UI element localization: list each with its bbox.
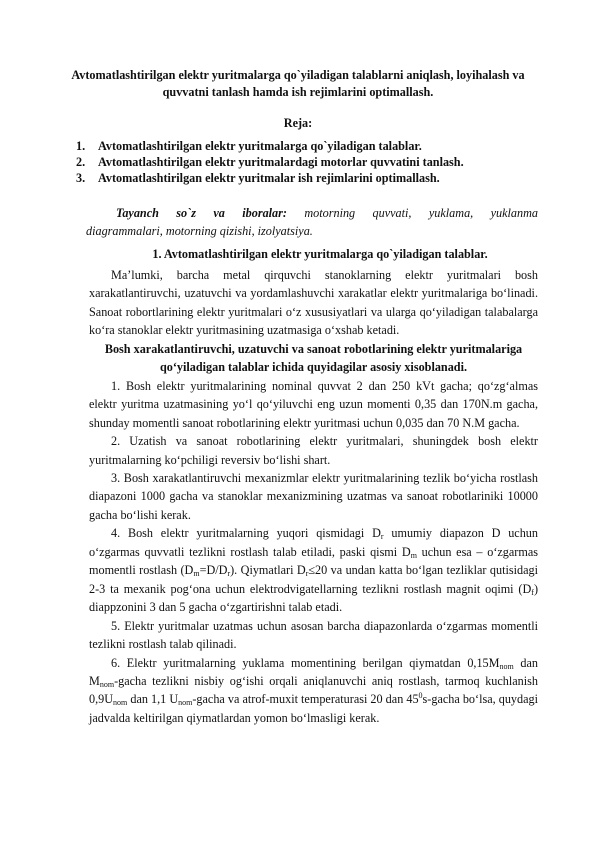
keywords-text-2: diagrammalari, motorning qizishi, izolyatsiya. <box>86 224 313 238</box>
subscript: nom <box>113 698 128 708</box>
subscript: f <box>531 587 534 597</box>
text-run: dan M <box>89 655 538 688</box>
section-1-heading: 1. Avtomatlashtirilgan elektr yuritmalarga qo`yiladigan talablar. <box>152 247 488 261</box>
text-run: ≤20 va undan katta bo‘lgan tezliklar qutisidagi 2-3 ta mexanik pog‘ona uchun elektrodvigatellarning tezlikni rostlash magnit oqimi (D <box>89 563 538 596</box>
plan-item-number: 2. <box>76 155 86 169</box>
requirement-item-6 <box>89 654 538 728</box>
subscript: nom <box>99 679 115 689</box>
text-run: -gacha va atrof-muxit temperaturasi 20 dan 45 <box>192 692 419 707</box>
requirement-item-5: 5. Elektr yuritmalar uzatmas uchun asosan barcha diapazonlarda o‘zgarmas momentli tezlikni rostlash talab qilinadi. <box>89 618 538 652</box>
text-run: 6. Elektr yuritmalarning yuklama momentining berilgan qiymatdan 0,15M <box>111 655 500 670</box>
plan-item-text: Avtomatlashtirilgan elektr yuritmalar ish rejimlarini optimallash. <box>98 171 440 185</box>
plan-list <box>76 138 464 186</box>
requirement-item-1: 1. Bosh elektr yuritmalarining nominal quvvat 2 dan 250 kVt gacha; qo‘zg‘almas elektr yuritma uzatmasining yo‘l qo‘yiluvchi eng uzun momenti 0,35 dan 170N.m gacha, shunday momentli sanoat robotlarining elektr yuritmasi uchun 0,035 dan 70 N.M gacha. <box>89 378 538 430</box>
text-run: umumiy diapazon D uchun o‘zgarmas quvvatli tezlikni rostlash talab etiladi, paski qismi D <box>89 526 538 559</box>
requirement-item-4 <box>89 524 538 616</box>
plan-item-text: Avtomatlashtirilgan elektr yuritmalardagi motorlar quvvatini tanlash. <box>98 155 464 169</box>
subscript: nom <box>499 661 514 671</box>
plan-heading: Reja: <box>283 116 313 130</box>
body-text <box>89 266 538 727</box>
subscript: r <box>380 532 384 542</box>
subscript: r <box>305 569 309 579</box>
document-title: Avtomatlashtirilgan elektr yuritmalarga qo`yiladigan talablarni aniqlash, loyihalash va quvvatni tanlash hamda ish rejimlarini optimallash. <box>71 68 525 99</box>
text-run: ) diappzonini 3 dan 5 gacha o‘zgartirishni talab etadi. <box>89 581 538 615</box>
superscript: 0 <box>418 691 423 701</box>
requirement-item-3: 3. Bosh xarakatlantiruvchi mexanizmlar elektr yuritmalarining tezlik bo‘yicha rostlash diapazoni 1000 gacha va stanoklar mexanizmining uzatmas va sanoat robotlariniki 10000 gacha bo‘lishi kerak. <box>89 470 538 522</box>
plan-item-number: 1. <box>76 139 86 153</box>
requirements-subheading: Bosh xarakatlantiruvchi, uzatuvchi va sanoat robotlarining elektr yuritmalariga qo‘yiladigan talablar ichida quyidagilar asosiy xisoblanadi. <box>104 341 523 375</box>
text-run: ). Qiymatlari D <box>230 563 306 578</box>
plan-item-text: Avtomatlashtirilgan elektr yuritmalarga qo`yiladigan talablar. <box>98 139 422 153</box>
subscript: nom <box>178 698 193 708</box>
text-run: dan 1,1 U <box>127 692 179 707</box>
subscript: r <box>227 569 231 579</box>
text-run: uchun esa – o‘zgarmas momentli rostlash (D <box>89 544 538 578</box>
plan-item <box>76 170 464 186</box>
keywords-text-1: motorning quvvati, yuklama, yuklanma <box>286 206 538 220</box>
text-run: s-gacha bo‘lsa, quydagi jadvalda keltirilgan qiymatlardan yomon bo‘lmasligi kerak. <box>89 692 538 725</box>
plan-item <box>76 154 464 170</box>
keywords-label: Tayanch so`z va iboralar: <box>116 206 287 220</box>
paragraph-intro: Ma’lumki, barcha metal qirquvchi stanoklarning elektr yuritmalari bosh xarakatlantiruvchi, uzatuvchi va yordamlashuvchi xarakatlar elektr yuritmalariga bo‘linadi. Sanoat robortlarining elektr yuritmalari o‘z xususiyatlari va ularga qo‘yiladigan talabalarga ko‘ra stanoklar elektr yuritmasining uzatmasiga o‘xshab ketadi. <box>89 268 538 338</box>
text-run: =D/D <box>199 563 228 578</box>
keywords-block <box>86 204 538 240</box>
text-run: 4. Bosh elektr yuritmalarning yuqori qismidagi D <box>111 526 381 541</box>
subscript: m <box>193 569 200 579</box>
plan-item <box>76 138 464 154</box>
text-run: -gacha tezlikni nisbiy og‘ishi orqali aniqlanuvchi aniq rostlash, tarmoq kuchlanish 0,9U <box>89 673 538 707</box>
requirement-item-2: 2. Uzatish va sanoat robotlarining elektr yuritmalari, shuningdek bosh elektr yuritmalarning ko‘pchiligi reversiv bo‘lishi shart. <box>89 434 538 467</box>
keywords-line-1 <box>86 204 538 222</box>
subscript: m <box>410 550 417 560</box>
plan-item-number: 3. <box>76 171 86 185</box>
